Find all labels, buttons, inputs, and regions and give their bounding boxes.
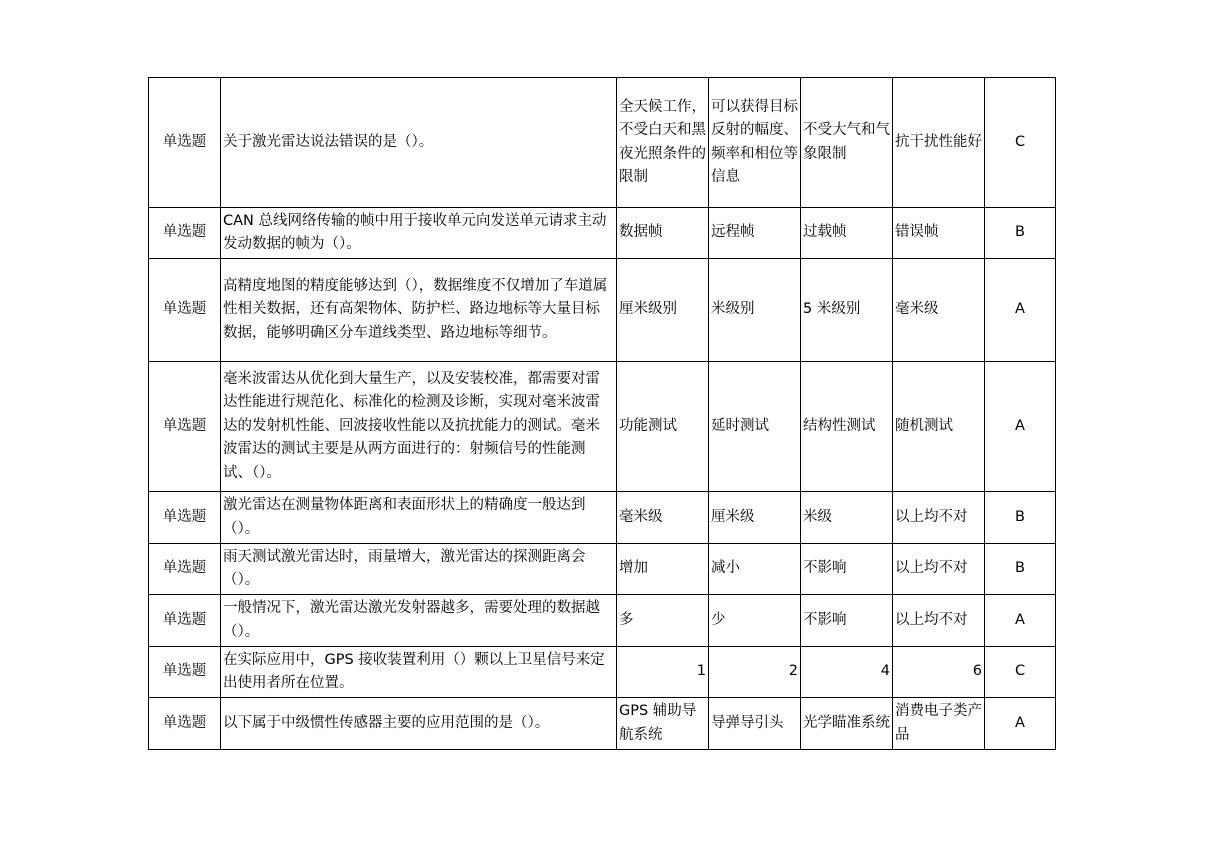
answer: A [985,698,1056,750]
option-b: 导弹导引头 [709,698,801,750]
table-row [149,647,1056,698]
option-d: 抗干扰性能好 [893,78,985,208]
option-c: 不影响 [801,595,893,647]
answer: A [985,362,1056,492]
option-a: 厘米级别 [617,259,709,362]
option-b: 少 [709,595,801,647]
option-a: 全天候工作，不受白天和黑夜光照条件的限制 [617,78,709,208]
table-row [149,595,1056,647]
table-row [149,208,1056,259]
answer: C [985,78,1056,208]
question-type: 单选题 [149,492,221,544]
answer: A [985,259,1056,362]
question-stem: 激光雷达在测量物体距离和表面形状上的精确度一般达到（）。 [221,492,617,544]
table-row [149,698,1056,750]
answer: A [985,595,1056,647]
option-b: 厘米级 [709,492,801,544]
option-b: 米级别 [709,259,801,362]
option-d: 随机测试 [893,362,985,492]
question-type: 单选题 [149,259,221,362]
option-b: 远程帧 [709,208,801,259]
option-c: 过载帧 [801,208,893,259]
option-b: 减小 [709,544,801,595]
table-row [149,544,1056,595]
table-row [149,362,1056,492]
option-c: 4 [801,647,893,698]
table-row [149,259,1056,362]
option-d: 以上均不对 [893,544,985,595]
question-type: 单选题 [149,698,221,750]
question-stem: 一般情况下，激光雷达激光发射器越多，需要处理的数据越（）。 [221,595,617,647]
question-type: 单选题 [149,647,221,698]
question-type: 单选题 [149,544,221,595]
option-b: 2 [709,647,801,698]
question-stem: 在实际应用中，GPS 接收装置利用（）颗以上卫星信号来定出使用者所在位置。 [221,647,617,698]
option-a: 数据帧 [617,208,709,259]
option-a: 毫米级 [617,492,709,544]
question-stem: CAN 总线网络传输的帧中用于接收单元向发送单元请求主动发动数据的帧为（）。 [221,208,617,259]
option-c: 结构性测试 [801,362,893,492]
question-stem: 以下属于中级惯性传感器主要的应用范围的是（）。 [221,698,617,750]
option-c: 不受大气和气象限制 [801,78,893,208]
question-stem: 高精度地图的精度能够达到（），数据维度不仅增加了车道属性相关数据，还有高架物体、防护栏、路边地标等大量目标数据，能够明确区分车道线类型、路边地标等细节。 [221,259,617,362]
question-type: 单选题 [149,78,221,208]
answer: B [985,492,1056,544]
option-a: 增加 [617,544,709,595]
table-row [149,78,1056,208]
question-type: 单选题 [149,595,221,647]
answer: B [985,544,1056,595]
answer: C [985,647,1056,698]
option-d: 错误帧 [893,208,985,259]
option-c: 不影响 [801,544,893,595]
option-d: 消费电子类产品 [893,698,985,750]
option-d: 6 [893,647,985,698]
question-stem: 关于激光雷达说法错误的是（）。 [221,78,617,208]
option-a: 功能测试 [617,362,709,492]
option-a: GPS 辅助导航系统 [617,698,709,750]
option-c: 5 米级别 [801,259,893,362]
question-type: 单选题 [149,208,221,259]
question-stem: 毫米波雷达从优化到大量生产，以及安装校准，都需要对雷达性能进行规范化、标准化的检测及诊断，实现对毫米波雷达的发射机性能、回波接收性能以及抗扰能力的测试。毫米波雷达的测试主要是从两方面进行的：射频信号的性能测试、（）。 [221,362,617,492]
table-row [149,492,1056,544]
option-a: 多 [617,595,709,647]
option-d: 以上均不对 [893,492,985,544]
option-b: 延时测试 [709,362,801,492]
question-type: 单选题 [149,362,221,492]
option-c: 米级 [801,492,893,544]
option-a: 1 [617,647,709,698]
question-stem: 雨天测试激光雷达时，雨量增大，激光雷达的探测距离会（）。 [221,544,617,595]
question-table [148,77,1056,750]
option-d: 毫米级 [893,259,985,362]
option-c: 光学瞄准系统 [801,698,893,750]
option-b: 可以获得目标反射的幅度、频率和相位等信息 [709,78,801,208]
answer: B [985,208,1056,259]
option-d: 以上均不对 [893,595,985,647]
